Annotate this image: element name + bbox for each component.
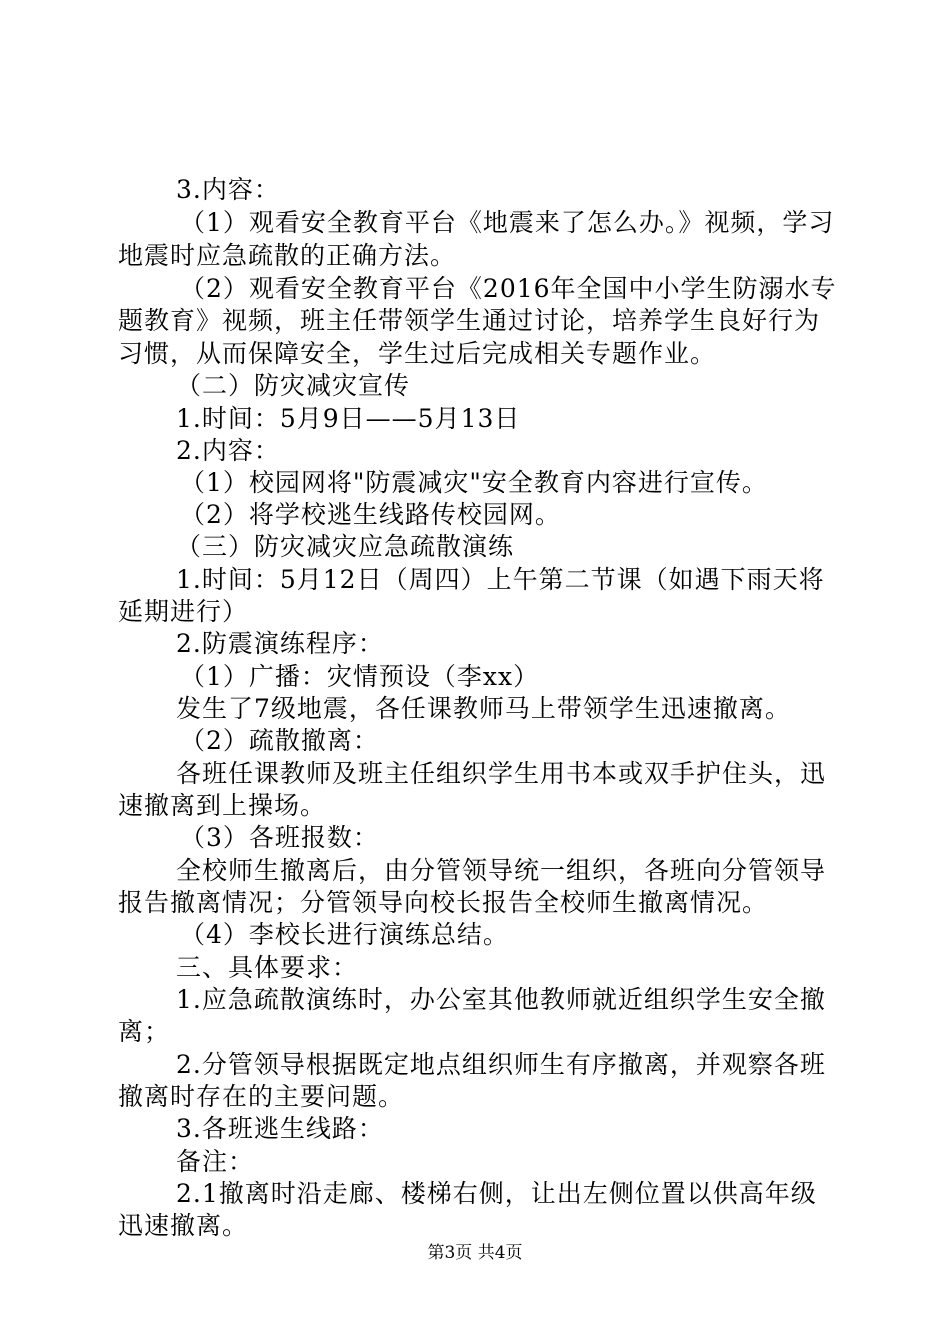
- text-line: （2）疏散撤离：: [180, 726, 379, 755]
- text-line: 各班任课教师及班主任组织学生用书本或双手护住头，迅: [176, 759, 827, 788]
- text-line: （1）广播：灾情预设（李xx）: [180, 662, 540, 691]
- text-line: 全校师生撤离后，由分管领导统一组织，各班向分管领导: [176, 856, 827, 885]
- page-number-footer: 第3页 共4页: [427, 1243, 523, 1263]
- text-line: 延期进行）: [118, 597, 249, 626]
- section-heading: （二）防灾减灾宣传: [176, 371, 411, 400]
- text-line: 发生了7级地震，各任课教师马上带领学生迅速撤离。: [176, 694, 791, 723]
- text-line: （2）观看安全教育平台《2016年全国中小学生防溺水专: [180, 274, 837, 303]
- section-heading: 三、具体要求：: [176, 953, 359, 982]
- text-line: 2.内容：: [176, 436, 280, 465]
- text-line: （1）校园网将"防震减灾"安全教育内容进行宣传。: [180, 468, 768, 497]
- text-line: 地震时应急疏散的正确方法。: [118, 241, 457, 270]
- text-line: 1.应急疏散演练时，办公室其他教师就近组织学生安全撤: [176, 985, 826, 1014]
- text-line: 3.内容：: [176, 175, 280, 204]
- text-line: 报告撤离情况；分管领导向校长报告全校师生撤离情况。: [118, 888, 769, 917]
- text-line: （4）李校长进行演练总结。: [180, 920, 509, 949]
- section-heading: （三）防灾减灾应急疏散演练: [176, 532, 515, 561]
- text-line: 备注：: [176, 1147, 255, 1176]
- text-line: 3.各班逃生线路：: [176, 1114, 384, 1143]
- text-line: 2.防震演练程序：: [176, 629, 384, 658]
- text-line: （1）观看安全教育平台《地震来了怎么办。》视频，学习: [180, 208, 835, 237]
- text-line: 1.时间：5月12日（周四）上午第二节课（如遇下雨天将: [176, 565, 825, 594]
- text-line: （2）将学校逃生线路传校园网。: [180, 500, 561, 529]
- text-line: （3）各班报数：: [180, 823, 379, 852]
- text-line: 撤离时存在的主要问题。: [118, 1082, 405, 1111]
- text-line: 1.时间：5月9日——5月13日: [176, 404, 521, 433]
- text-line: 题教育》视频，班主任带领学生通过讨论，培养学生良好行为: [118, 306, 821, 335]
- text-line: 2.分管领导根据既定地点组织师生有序撤离，并观察各班: [176, 1050, 826, 1079]
- text-line: 离；: [118, 1017, 171, 1046]
- text-line: 2.1撤离时沿走廊、楼梯右侧，让出左侧位置以供高年级: [176, 1179, 817, 1208]
- text-line: 迅速撤离。: [118, 1211, 249, 1240]
- text-line: 习惯，从而保障安全，学生过后完成相关专题作业。: [118, 339, 717, 368]
- text-line: 速撤离到上操场。: [118, 791, 327, 820]
